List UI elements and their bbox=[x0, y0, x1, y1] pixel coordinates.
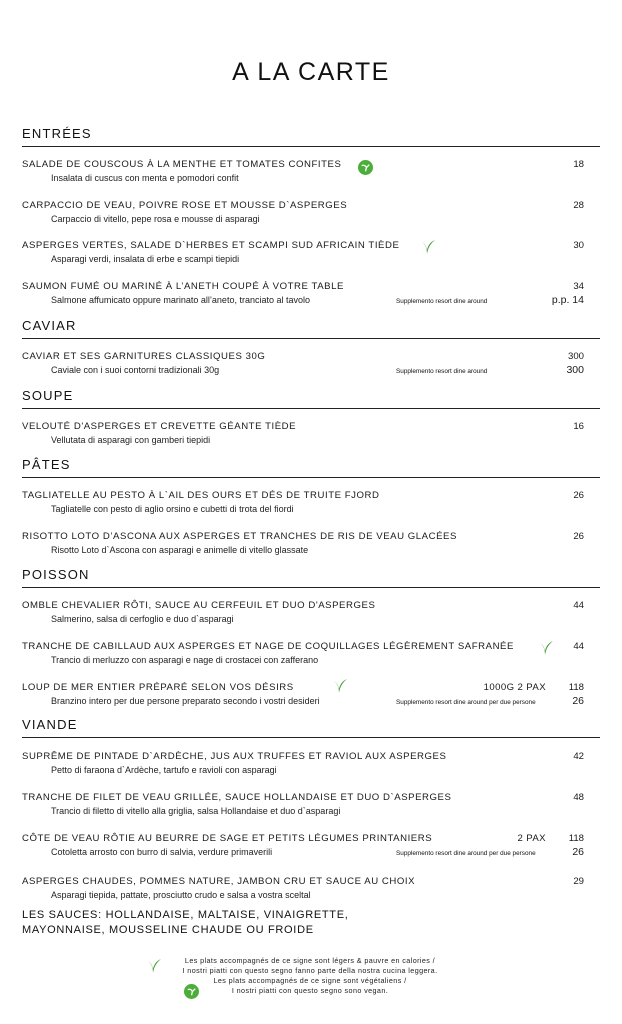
section-heading: SOUPE bbox=[22, 388, 600, 409]
supplement-note: Supplemento resort dine around per due persone bbox=[396, 699, 536, 706]
dish-name-it: Carpaccio di vitello, pepe rosa e mousse di asparagi bbox=[51, 214, 260, 224]
dish-name-fr: TAGLIATELLE AU PESTO À L`AIL DES OURS ET DÉS DE TRUITE FJORD bbox=[22, 490, 380, 501]
dish-name-it: Asparagi verdi, insalata di erbe e scampi tiepidi bbox=[51, 254, 240, 264]
dish-name-fr: CÔTE DE VEAU RÔTIE AU BEURRE DE SAGE ET PETITS LÉGUMES PRINTANIERS bbox=[22, 833, 433, 844]
dish-name-it: Salmone affumicato oppure marinato all’aneto, tranciato al tavolo bbox=[51, 295, 310, 305]
supplement-note: Supplemento resort dine around per due persone bbox=[396, 850, 536, 857]
menu-item bbox=[22, 200, 584, 234]
menu-item bbox=[22, 531, 584, 565]
menu-item bbox=[22, 421, 584, 455]
legend-line: Les plats accompagnés de ce signe sont légers & pauvre en calories / bbox=[184, 956, 436, 965]
dish-price: 44 bbox=[573, 641, 584, 652]
section-heading: POISSON bbox=[22, 567, 600, 588]
dish-name-fr: ASPERGES VERTES, SALADE D`HERBES ET SCAMPI SUD AFRICAIN TIÈDE bbox=[22, 240, 400, 251]
menu-item bbox=[22, 641, 584, 675]
menu-item bbox=[22, 159, 584, 193]
section-heading: PÂTES bbox=[22, 457, 600, 478]
dish-name-it: Trancio di merluzzo con asparagi e nage di crostacei con zafferano bbox=[51, 655, 319, 665]
dish-price: 18 bbox=[573, 159, 584, 170]
menu-item bbox=[22, 792, 584, 826]
light-leaf-icon bbox=[420, 239, 436, 255]
legend-line: I nostri piatti con questo segno fanno parte della nostra cucina leggera. bbox=[182, 966, 438, 975]
dish-price: 42 bbox=[573, 751, 584, 762]
light-leaf-icon bbox=[332, 678, 348, 694]
supplement-price: p.p. 14 bbox=[551, 294, 584, 306]
menu-item bbox=[22, 490, 584, 524]
dish-name-it: Cotoletta arrosto con burro di salvia, verdure primaverili bbox=[51, 847, 273, 857]
dish-name-it: Vellutata di asparagi con gamberi tiepidi bbox=[51, 435, 211, 445]
dish-name-fr: TRANCHE DE FILET DE VEAU GRILLÉE, SAUCE HOLLANDAISE ET DUO D`ASPERGES bbox=[22, 792, 452, 803]
dish-price: 26 bbox=[573, 531, 584, 542]
dish-name-fr: VELOUTÉ D'ASPERGES ET CREVETTE GÉANTE TIÈDE bbox=[22, 421, 297, 432]
dish-name-fr: SALADE DE COUSCOUS À LA MENTHE ET TOMATES CONFITES bbox=[22, 159, 342, 170]
dish-name-fr: LOUP DE MER ENTIER PRÉPARÉ SELON VOS DÉSIRS bbox=[22, 682, 294, 693]
supplement-price: 300 bbox=[566, 364, 584, 376]
supplement-note: Supplemento resort dine around bbox=[396, 298, 488, 305]
section-poisson bbox=[22, 567, 600, 588]
menu-item bbox=[22, 351, 584, 385]
dish-name-it: Insalata di cuscus con menta e pomodori confit bbox=[51, 173, 239, 183]
dish-price: 44 bbox=[573, 600, 584, 611]
dish-name-fr: ASPERGES CHAUDES, POMMES NATURE, JAMBON CRU ET SAUCE AU CHOIX bbox=[22, 876, 416, 887]
dish-name-it: Risotto Loto d`Ascona con asparagi e animelle di vitello glassate bbox=[51, 545, 309, 555]
legend-vegan bbox=[150, 976, 470, 996]
dish-name-fr: SUPRÊME DE PINTADE D`ARDÈCHE, JUS AUX TRUFFES ET RAVIOL AUX ASPERGES bbox=[22, 751, 447, 762]
dish-name-it: Asparagi tiepida, pattate, prosciutto crudo e salsa a vostra sceltal bbox=[51, 890, 311, 900]
dish-price: 30 bbox=[573, 240, 584, 251]
dish-price: 16 bbox=[573, 421, 584, 432]
dish-name-fr: TRANCHE DE CABILLAUD AUX ASPERGES ET NAGE DE COQUILLAGES LÉGÈREMENT SAFRANÉE bbox=[22, 641, 514, 652]
menu-item bbox=[22, 682, 584, 716]
section-soupe bbox=[22, 388, 600, 409]
menu-item bbox=[22, 751, 584, 785]
portion-info: 2 PAX bbox=[517, 833, 546, 844]
dish-price: 48 bbox=[573, 792, 584, 803]
vegan-icon bbox=[358, 160, 373, 175]
legend-light bbox=[150, 956, 470, 976]
section-heading: CAVIAR bbox=[22, 318, 600, 339]
dish-name-it: Caviale con i suoi contorni tradizionali 30g bbox=[51, 365, 220, 375]
dish-name-fr: CAVIAR ET SES GARNITURES CLASSIQUES 30G bbox=[22, 351, 266, 362]
dish-price: 29 bbox=[573, 876, 584, 887]
dish-price: 118 bbox=[568, 833, 584, 844]
dish-price: 300 bbox=[567, 351, 584, 362]
dish-price: 118 bbox=[568, 682, 584, 693]
portion-info: 1000G 2 PAX bbox=[483, 682, 546, 693]
sauces-line: LES SAUCES: HOLLANDAISE, MALTAISE, VINAIGRETTE, bbox=[22, 909, 349, 921]
page-title: A LA CARTE bbox=[232, 58, 390, 86]
supplement-price: 26 bbox=[572, 846, 584, 858]
dish-price: 28 bbox=[573, 200, 584, 211]
dish-name-it: Trancio di filetto di vitello alla griglia, salsa Hollandaise et duo d`asparagi bbox=[51, 806, 341, 816]
section-caviar bbox=[22, 318, 600, 339]
menu-item bbox=[22, 281, 584, 315]
legend-line: Les plats accompagnés de ce signe sont végétaliens / bbox=[213, 976, 407, 985]
sauces-line: MAYONNAISE, MOUSSELINE CHAUDE OU FROIDE bbox=[22, 924, 314, 936]
legend-line: I nostri piatti con questo segno sono vegan. bbox=[231, 986, 389, 995]
menu-item bbox=[22, 833, 584, 867]
menu-item bbox=[22, 876, 584, 910]
menu-item bbox=[22, 240, 584, 274]
dish-price: 34 bbox=[573, 281, 584, 292]
dish-name-fr: RISOTTO LOTO D’ASCONA AUX ASPERGES ET TRANCHES DE RIS DE VEAU GLACÉES bbox=[22, 531, 457, 542]
section-heading: ENTRÉES bbox=[22, 126, 600, 147]
dish-name-it: Tagliatelle con pesto di aglio orsino e cubetti di trota del fiordi bbox=[51, 504, 294, 514]
section-heading: VIANDE bbox=[22, 717, 600, 738]
section-viande bbox=[22, 717, 600, 738]
dish-price: 26 bbox=[573, 490, 584, 501]
supplement-note: Supplemento resort dine around bbox=[396, 368, 488, 375]
dish-name-fr: CARPACCIO DE VEAU, POIVRE ROSE ET MOUSSE D`ASPERGES bbox=[22, 200, 348, 211]
dish-name-it: Branzino intero per due persone preparato secondo i vostri desideri bbox=[51, 696, 320, 706]
dish-name-fr: SAUMON FUMÉ OU MARINÉ À L’ANETH COUPÉ À VOTRE TABLE bbox=[22, 281, 344, 292]
section-entrees bbox=[22, 126, 600, 147]
sauces-note bbox=[22, 908, 349, 938]
section-pates bbox=[22, 457, 600, 478]
dish-name-it: Petto di faraona d`Ardèche, tartufo e ravioli con asparagi bbox=[51, 765, 277, 775]
dish-name-it: Salmerino, salsa di cerfoglio e duo d`asparagi bbox=[51, 614, 234, 624]
menu-item bbox=[22, 600, 584, 634]
light-leaf-icon bbox=[538, 640, 554, 656]
supplement-price: 26 bbox=[572, 695, 584, 707]
dish-name-fr: OMBLE CHEVALIER RÔTI, SAUCE AU CERFEUIL ET DUO D'ASPERGES bbox=[22, 600, 376, 611]
